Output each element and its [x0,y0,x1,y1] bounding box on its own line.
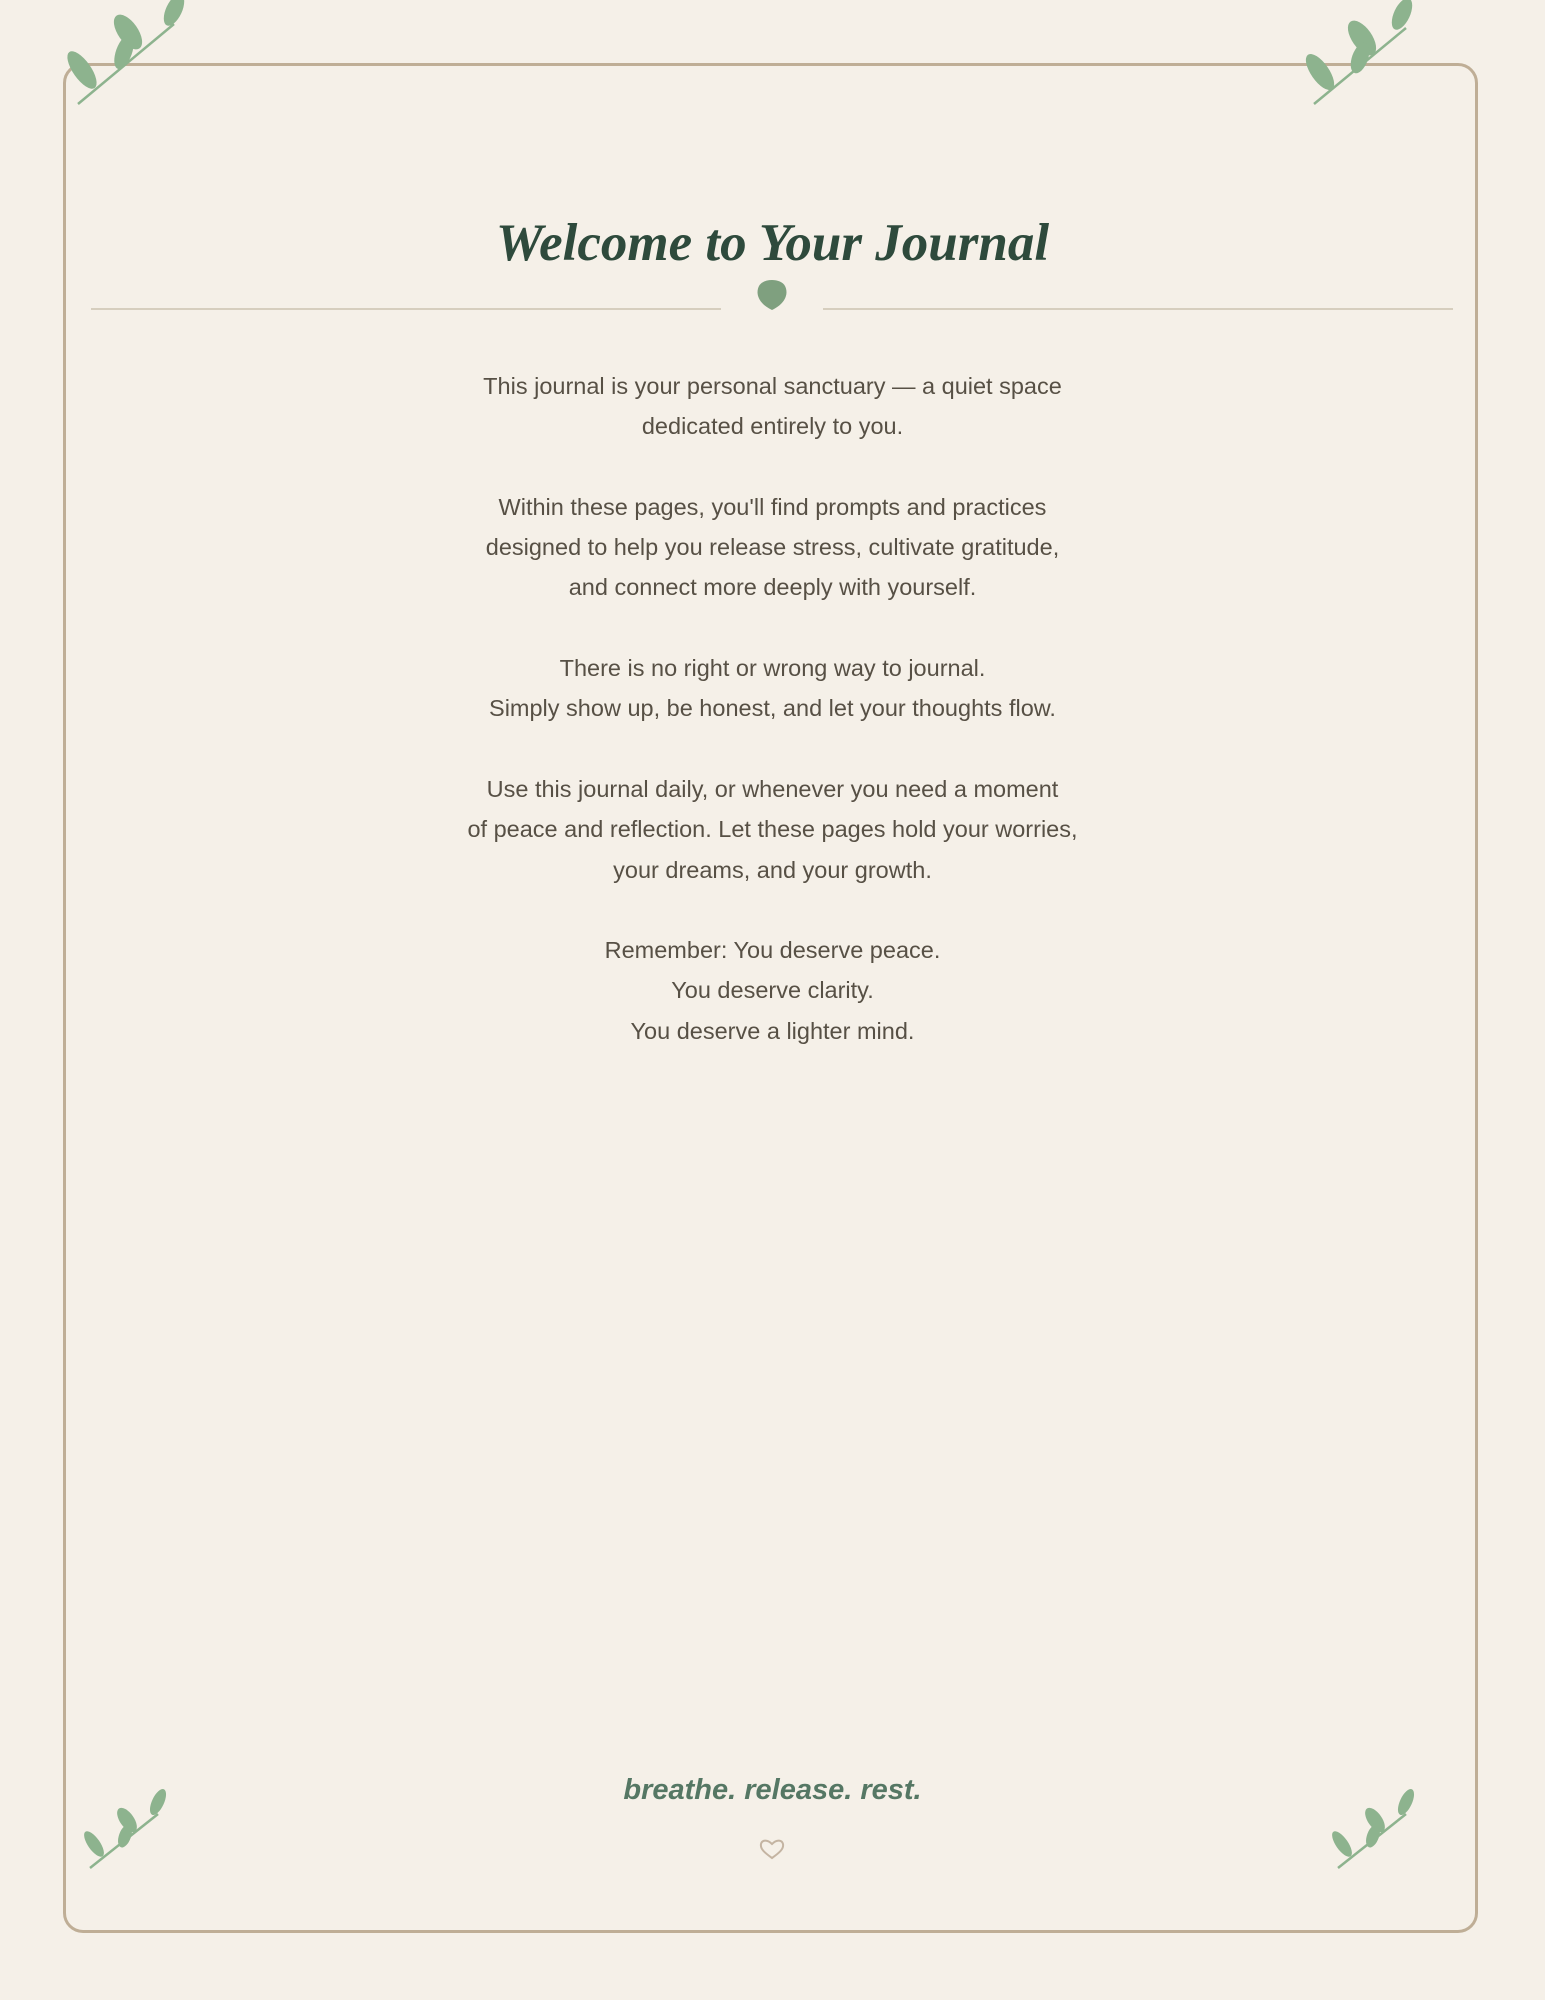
paragraph-line: and connect more deeply with yourself. [568,574,977,601]
paragraph [400,366,1145,447]
leaf-icon [755,276,789,312]
paragraph [400,487,1145,608]
paragraph-line: Within these pages, you'll find prompts and practices [498,493,1047,520]
paragraph-line: Use this journal daily, or whenever you need a moment [486,775,1059,802]
paragraph-line: This journal is your personal sanctuary — a quiet space [483,373,1062,399]
paragraph-line: your dreams, and your growth. [613,856,932,883]
paragraph-line: Simply show up, be honest, and let your thoughts flow. [489,695,1056,722]
paragraph [400,930,1145,1051]
paragraph-line: There is no right or wrong way to journal. [559,655,986,682]
paragraph [400,769,1145,890]
divider-rule-left [91,308,721,310]
leaf-sprig-icon [1302,0,1430,110]
paragraph-line: You deserve a lighter mind. [630,1017,915,1044]
welcome-text [400,366,1145,1091]
heart-outline-icon [759,1838,785,1860]
paragraph-line: You deserve clarity. [671,977,874,1004]
paragraph-line: designed to help you release stress, cultivate gratitude, [485,534,1060,561]
tagline: breathe. release. rest. [623,1774,922,1806]
paragraph-line: of peace and reflection. Let these pages hold your worries, [467,816,1078,843]
divider-rule-right [823,308,1453,310]
paragraph-line: Remember: You deserve peace. [604,937,941,964]
paragraph-line: dedicated entirely to you. [641,413,904,440]
leaf-sprig-icon [62,0,190,110]
page-title: Welcome to Your Journal [495,214,1050,272]
paragraph [400,648,1145,729]
